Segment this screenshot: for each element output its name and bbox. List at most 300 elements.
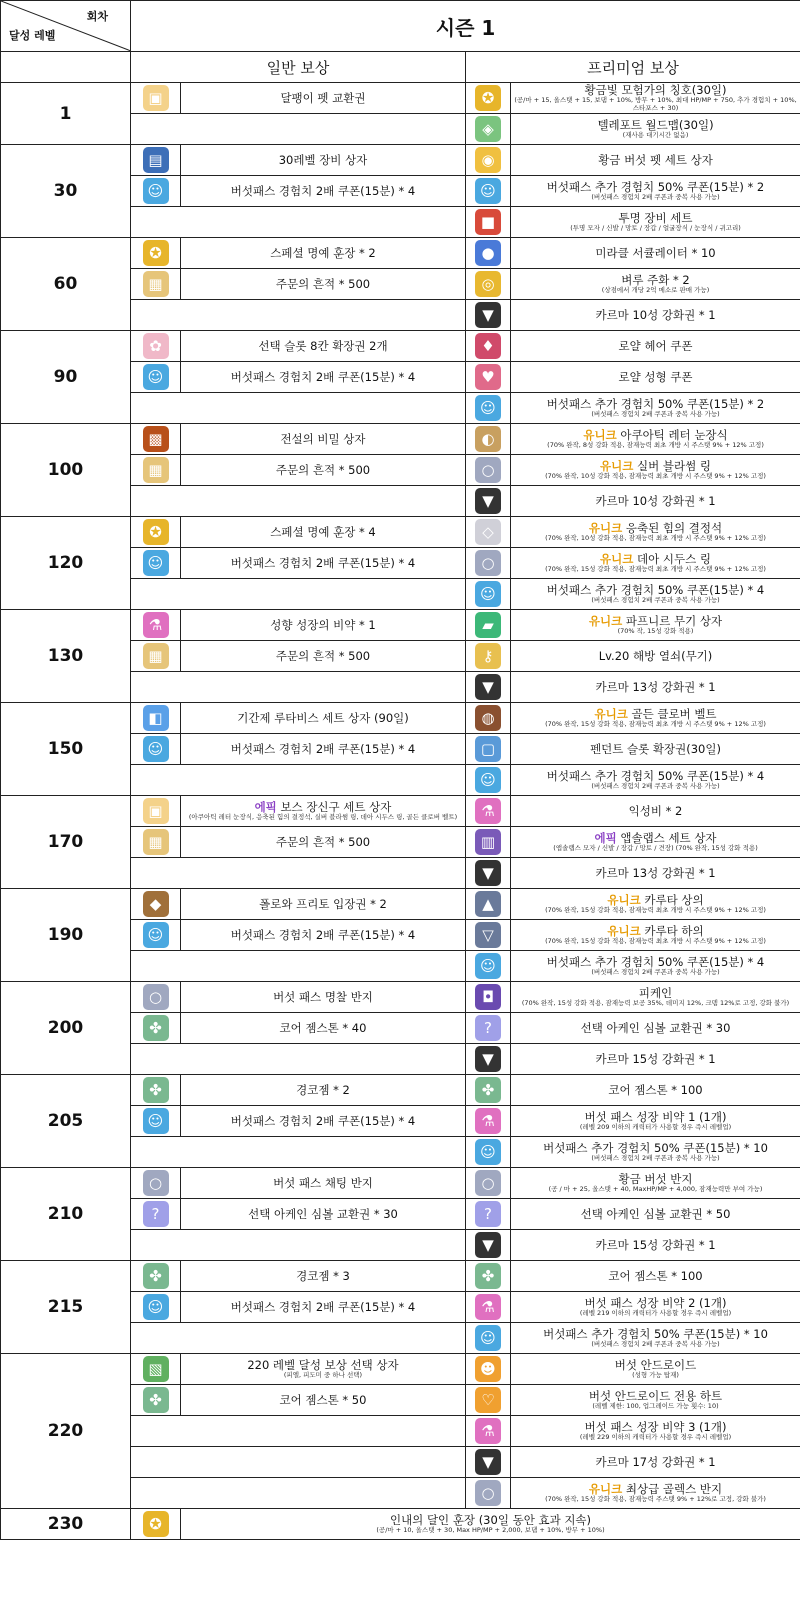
- reward-title: 버섯패스 추가 경험치 50% 쿠폰(15분) * 4: [546, 768, 765, 783]
- reward-title: 익성비 * 2: [628, 803, 683, 818]
- premium-icon-cell: [466, 827, 511, 858]
- normal-icon-cell: [131, 734, 181, 765]
- reward-title: 카르마 13성 강화권 * 1: [595, 679, 716, 694]
- premium-icon-cell: [466, 83, 511, 114]
- reward-name: [511, 308, 800, 322]
- normal-item-cell: [181, 1168, 466, 1199]
- premium-icon-cell: [466, 1230, 511, 1261]
- level-cell: 100: [1, 424, 131, 517]
- android-icon: ☻: [475, 1356, 501, 1382]
- reward-title: 선택 아케인 심볼 교환권 * 30: [580, 1020, 731, 1035]
- reward-title: 스페셜 명예 훈장 * 4: [270, 524, 376, 539]
- reward-name: [181, 246, 465, 260]
- tier-label: 유니크: [588, 1481, 623, 1496]
- hammer-icon: ▼: [475, 488, 501, 514]
- ticket-icon: ◆: [143, 891, 169, 917]
- premium-item-cell: [511, 207, 800, 238]
- level-cell: 215: [1, 1261, 131, 1354]
- normal-item-cell: [181, 889, 466, 920]
- premium-icon-cell: [466, 703, 511, 734]
- exp-coupon-icon: ☺: [475, 767, 501, 793]
- premium-item-cell: [511, 889, 800, 920]
- premium-item-cell: [511, 796, 800, 827]
- reward-name: [181, 184, 465, 198]
- normal-item-cell: [181, 548, 466, 579]
- reward-row: [1, 238, 800, 269]
- bottom-icon: ▽: [475, 922, 501, 948]
- medal-icon: ✪: [143, 1511, 169, 1537]
- level-cell: 130: [1, 610, 131, 703]
- exp-coupon-icon: ☺: [475, 953, 501, 979]
- reward-name: [511, 370, 800, 384]
- normal-item-cell: [181, 1075, 466, 1106]
- premium-item-cell: [511, 579, 800, 610]
- exp-coupon-icon: ☺: [475, 395, 501, 421]
- premium-item-cell: [511, 765, 800, 796]
- premium-item-cell: [511, 1292, 800, 1323]
- reward-note: (70% 완작, 15성 강화 적용, 잠재능력 최초 개방 시 주스탯 9% + 12% 고정): [545, 720, 766, 729]
- reward-title: 황금빛 모험가의 칭호(30일): [584, 83, 727, 98]
- reward-name: [181, 928, 465, 942]
- normal-icon-cell: [131, 83, 181, 114]
- premium-icon-cell: [466, 951, 511, 982]
- premium-item-cell: [511, 83, 800, 114]
- reward-title: 주문의 흔적 * 500: [275, 834, 371, 849]
- premium-item-cell: [511, 920, 800, 951]
- ring-icon: ○: [475, 550, 501, 576]
- premium-item-cell: [511, 827, 800, 858]
- reward-note: (레벨 229 이하의 캐릭터가 사용할 경우 즉시 레벨업): [579, 1433, 732, 1442]
- reward-title: 버섯패스 추가 경험치 50% 쿠폰(15분) * 10: [543, 1326, 768, 1341]
- normal-empty-cell: [131, 486, 466, 517]
- normal-item-cell: [181, 641, 466, 672]
- premium-item-cell: [511, 641, 800, 672]
- reward-name: [511, 866, 800, 880]
- reward-row: [1, 982, 800, 1013]
- premium-icon-cell: [466, 269, 511, 300]
- reward-name: [181, 1393, 465, 1407]
- normal-empty-cell: [131, 765, 466, 796]
- potion-icon: ⚗: [475, 1294, 501, 1320]
- level-cell: 1: [1, 83, 131, 145]
- reward-title: 버섯 안드로이드 전용 하트: [588, 1388, 723, 1403]
- level-cell: 210: [1, 1168, 131, 1261]
- exp-coupon-icon: ☺: [475, 1139, 501, 1165]
- reward-title: 버섯패스 추가 경험치 50% 쿠폰(15분) * 2: [546, 396, 765, 411]
- reward-title: 버섯 안드로이드: [614, 1357, 697, 1372]
- reward-name: [181, 1114, 465, 1128]
- reward-title: 골든 클로버 벨트: [627, 706, 717, 721]
- reward-name: [511, 742, 800, 756]
- ring-icon: ○: [475, 457, 501, 483]
- reward-note: (버섯패스 경험치 2배 쿠폰과 중복 사용 가능): [591, 596, 720, 605]
- premium-icon-cell: [466, 1385, 511, 1416]
- reward-name: [181, 835, 465, 849]
- reward-name: [181, 277, 465, 291]
- reward-title: 전설의 비밀 상자: [280, 431, 366, 446]
- premium-item-cell: [511, 393, 800, 424]
- reward-row: [1, 424, 800, 455]
- reward-note: (70% 완작, 8성 강화 적용, 잠재능력 최초 개방 시 주스탯 9% + 12% 고정): [547, 441, 764, 450]
- premium-item-cell: [511, 951, 800, 982]
- normal-item-cell: [181, 703, 466, 734]
- level-cell: 170: [1, 796, 131, 889]
- exp-coupon-icon: ☺: [475, 581, 501, 607]
- level-label: 달성 레벨: [9, 29, 56, 42]
- reward-note: (버섯패스 경험치 2배 쿠폰과 중복 사용 가능): [591, 410, 720, 419]
- reward-title: 카르마 15성 강화권 * 1: [595, 1237, 716, 1252]
- normal-empty-cell: [131, 1230, 466, 1261]
- reward-title: 버섯패스 경험치 2배 쿠폰(15분) * 4: [230, 183, 416, 198]
- eye-accessory-icon: ◐: [475, 426, 501, 452]
- reward-name: [511, 1238, 800, 1252]
- reward-name: [181, 649, 465, 663]
- reward-title: 220 레벨 달성 보상 선택 상자: [247, 1357, 399, 1372]
- premium-item-cell: [511, 734, 800, 765]
- reward-title: 카르마 15성 강화권 * 1: [595, 1051, 716, 1066]
- reward-name: [181, 1176, 465, 1190]
- normal-icon-cell: [131, 1013, 181, 1044]
- gift-box-icon: ■: [475, 209, 501, 235]
- premium-item-cell: [511, 1354, 800, 1385]
- premium-item-cell: [511, 145, 800, 176]
- level-cell: 200: [1, 982, 131, 1075]
- normal-icon-cell: [131, 641, 181, 672]
- level-cell: 190: [1, 889, 131, 982]
- premium-item-cell: [511, 1168, 800, 1199]
- premium-reward-header: 프리미엄 보상: [466, 52, 800, 83]
- premium-item-cell: [511, 300, 800, 331]
- top-icon: ▲: [475, 891, 501, 917]
- reward-title: 실버 블라썸 링: [633, 458, 711, 473]
- reward-title: 30레벨 장비 상자: [278, 152, 368, 167]
- premium-icon-cell: [466, 734, 511, 765]
- reward-title: 카르마 13성 강화권 * 1: [595, 865, 716, 880]
- reward-note: (버섯패스 경험치 2배 쿠폰과 중복 사용 가능): [591, 1154, 720, 1163]
- reward-name: [511, 1207, 800, 1221]
- normal-icon-cell: [131, 796, 181, 827]
- normal-item-cell: [181, 517, 466, 548]
- corner-diagonal: [1, 1, 131, 51]
- premium-icon-cell: [466, 889, 511, 920]
- premium-item-cell: [511, 362, 800, 393]
- premium-icon-cell: [466, 393, 511, 424]
- reward-title: 기간제 루타비스 세트 상자 (90일): [237, 710, 409, 725]
- reward-note: (앱솔랩스 모자 / 신발 / 장갑 / 망토 / 견장) (70% 완작, 15성 강화 적용): [553, 844, 758, 853]
- reward-row: [1, 145, 800, 176]
- reward-box-icon: ▧: [143, 1356, 169, 1382]
- normal-icon-cell: [131, 610, 181, 641]
- reward-title: 주문의 흔적 * 500: [275, 648, 371, 663]
- normal-empty-cell: [131, 1137, 466, 1168]
- reward-title: 경코젬 * 2: [296, 1082, 350, 1097]
- tier-label: 유니크: [583, 427, 617, 442]
- reward-row: [1, 796, 800, 827]
- reward-title: 버섯패스 추가 경험치 50% 쿠폰(15분) * 10: [543, 1140, 768, 1155]
- reward-title: 카르마 17성 강화권 * 1: [595, 1454, 716, 1469]
- premium-icon-cell: [466, 238, 511, 269]
- reward-row: [1, 1168, 800, 1199]
- reward-title: 파프니르 무기 상자: [622, 613, 723, 628]
- ring-icon: ○: [475, 1170, 501, 1196]
- normal-icon-cell: [131, 889, 181, 920]
- reward-title: 최상급 골렉스 반지: [622, 1481, 723, 1496]
- level-cell: 220: [1, 1354, 131, 1509]
- ring-icon: ○: [143, 1170, 169, 1196]
- premium-item-cell: [511, 1137, 800, 1168]
- slot-icon: ▢: [475, 736, 501, 762]
- pet-box-icon: ◉: [475, 147, 501, 173]
- normal-empty-cell: [131, 300, 466, 331]
- normal-empty-cell: [131, 207, 466, 238]
- premium-icon-cell: [466, 1416, 511, 1447]
- reward-name: [511, 494, 800, 508]
- normal-item-cell: [181, 176, 466, 207]
- reward-note: (버섯패스 경험치 2배 쿠폰과 중복 사용 가능): [591, 968, 720, 977]
- circulator-icon: ●: [475, 240, 501, 266]
- premium-item-cell: [511, 1013, 800, 1044]
- premium-icon-cell: [466, 1261, 511, 1292]
- hammer-icon: ▼: [475, 674, 501, 700]
- premium-icon-cell: [466, 1168, 511, 1199]
- reward-title: 카루타 하의: [640, 923, 704, 938]
- normal-icon-cell: [131, 1106, 181, 1137]
- reward-note: (버섯패스 경험치 2배 쿠폰과 중복 사용 가능): [591, 193, 720, 202]
- premium-icon-cell: [466, 207, 511, 238]
- premium-item-cell: [511, 1075, 800, 1106]
- normal-empty-cell: [131, 1416, 466, 1447]
- reward-name: [511, 680, 800, 694]
- gem-icon: ✤: [143, 1015, 169, 1041]
- normal-item-cell: [181, 269, 466, 300]
- symbol-icon: ?: [143, 1201, 169, 1227]
- normal-empty-cell: [131, 1447, 466, 1478]
- reward-row: [1, 517, 800, 548]
- slot-expand-icon: ✿: [143, 333, 169, 359]
- reward-note: (레벨 209 이하의 캐릭터가 사용할 경우 즉시 레벨업): [579, 1123, 732, 1132]
- reward-title: 버섯 패스 채팅 반지: [273, 1175, 373, 1190]
- premium-item-cell: [511, 1230, 800, 1261]
- reward-name: [181, 463, 465, 477]
- premium-item-cell: [511, 1199, 800, 1230]
- premium-item-cell: [511, 1044, 800, 1075]
- tier-label: 유니크: [588, 520, 623, 535]
- normal-item-cell: [181, 610, 466, 641]
- reward-note: (70% 완작, 15성 강화 적용, 잠재능력 최초 개방 시 주스탯 9% + 12% 고정): [545, 937, 766, 946]
- premium-icon-cell: [466, 486, 511, 517]
- normal-icon-cell: [131, 548, 181, 579]
- exp-coupon-icon: ☺: [143, 922, 169, 948]
- normal-icon-cell: [131, 1075, 181, 1106]
- normal-icon-cell: [131, 920, 181, 951]
- reward-title: 버섯패스 경험치 2배 쿠폰(15분) * 4: [230, 369, 416, 384]
- premium-item-cell: [511, 176, 800, 207]
- hammer-icon: ▼: [475, 302, 501, 328]
- reward-title: 황금 버섯 펫 세트 상자: [598, 152, 713, 167]
- normal-item-cell: [181, 1292, 466, 1323]
- reward-title: 버섯패스 추가 경험치 50% 쿠폰(15분) * 2: [546, 179, 765, 194]
- reward-row: [1, 610, 800, 641]
- reward-title: 선택 아케인 심볼 교환권 * 30: [248, 1206, 398, 1221]
- premium-item-cell: [511, 424, 800, 455]
- reward-title: 카르마 10성 강화권 * 1: [595, 307, 716, 322]
- reward-note: (재사용 대기시간 없음): [622, 131, 689, 140]
- medal-icon: ✪: [143, 519, 169, 545]
- hammer-icon: ▼: [475, 860, 501, 886]
- reward-title: 스페셜 명예 훈장 * 2: [270, 245, 376, 260]
- premium-icon-cell: [466, 362, 511, 393]
- reward-row: [1, 1509, 800, 1540]
- reward-title: 버섯 패스 성장 비약 2 (1개): [584, 1295, 727, 1310]
- symbol-icon: ?: [475, 1201, 501, 1227]
- premium-icon-cell: [466, 641, 511, 672]
- reward-title: 데아 시두스 링: [633, 551, 711, 566]
- reward-title: 선택 아케인 심볼 교환권 * 50: [580, 1206, 731, 1221]
- potion-icon: ⚗: [475, 1108, 501, 1134]
- normal-empty-cell: [131, 114, 466, 145]
- gem-icon: ✤: [143, 1263, 169, 1289]
- premium-icon-cell: [466, 765, 511, 796]
- level-cell: 90: [1, 331, 131, 424]
- crystal-icon: ◇: [475, 519, 501, 545]
- level-cell: 120: [1, 517, 131, 610]
- hair-coupon-icon: ♦: [475, 333, 501, 359]
- normal-icon-cell: [131, 455, 181, 486]
- wide-icon-cell: [131, 1509, 181, 1540]
- scroll-icon: ▦: [143, 457, 169, 483]
- normal-icon-cell: [131, 1385, 181, 1416]
- header-blank: [1, 52, 131, 83]
- tier-label: 유니크: [600, 551, 634, 566]
- premium-icon-cell: [466, 1199, 511, 1230]
- reward-title: 코어 젬스톤 * 40: [279, 1020, 367, 1035]
- premium-icon-cell: [466, 145, 511, 176]
- reward-title: 버섯패스 경험치 2배 쿠폰(15분) * 4: [230, 1113, 416, 1128]
- normal-icon-cell: [131, 703, 181, 734]
- normal-icon-cell: [131, 982, 181, 1013]
- premium-item-cell: [511, 610, 800, 641]
- armor-box-icon: ▥: [475, 829, 501, 855]
- normal-item-cell: [181, 83, 466, 114]
- premium-icon-cell: [466, 1354, 511, 1385]
- reward-name: [511, 804, 800, 818]
- reward-note: (공/마 + 15, 올스탯 + 15, 보댐 + 10%, 방무 + 10%, 최대 HP/MP + 750, 추가 경험치 + 10%, 스타포스 + 30): [514, 96, 797, 113]
- premium-item-cell: [511, 672, 800, 703]
- reward-name: [181, 1083, 465, 1097]
- normal-item-cell: [181, 362, 466, 393]
- reward-title: 버섯 패스 성장 비약 1 (1개): [584, 1109, 727, 1124]
- premium-item-cell: [511, 982, 800, 1013]
- reward-title: 인내의 달인 훈장 (30일 동안 효과 지속): [389, 1512, 592, 1527]
- exp-coupon-icon: ☺: [475, 178, 501, 204]
- premium-icon-cell: [466, 920, 511, 951]
- reward-title: 텔레포트 월드맵(30일): [597, 117, 714, 132]
- premium-icon-cell: [466, 1075, 511, 1106]
- premium-icon-cell: [466, 300, 511, 331]
- reward-note: (70% 완작, 10성 강화 적용, 잠재능력 최초 개방 시 주스탯 9% + 12% 고정): [545, 534, 766, 543]
- reward-name: [511, 1052, 800, 1066]
- gem-icon: ✤: [475, 1263, 501, 1289]
- normal-icon-cell: [131, 1292, 181, 1323]
- reward-name: [181, 618, 465, 632]
- exp-coupon-icon: ☺: [143, 550, 169, 576]
- normal-reward-header: 일반 보상: [131, 52, 466, 83]
- premium-item-cell: [511, 269, 800, 300]
- normal-item-cell: [181, 920, 466, 951]
- exp-coupon-icon: ☺: [143, 364, 169, 390]
- potion-icon: ⚗: [475, 798, 501, 824]
- normal-item-cell: [181, 1013, 466, 1044]
- premium-item-cell: [511, 114, 800, 145]
- premium-icon-cell: [466, 610, 511, 641]
- reward-title: 코어 젬스톤 * 100: [608, 1268, 703, 1283]
- premium-item-cell: [511, 703, 800, 734]
- exp-coupon-icon: ☺: [143, 1108, 169, 1134]
- reward-row: [1, 889, 800, 920]
- scroll-icon: ▦: [143, 271, 169, 297]
- reward-row: [1, 83, 800, 114]
- reward-title: 응축된 힘의 결정석: [622, 520, 723, 535]
- reward-note: (70% 완작, 15성 강화 적용, 잠재능력 최초 개방 시 주스탯 9% + 12% 고정): [545, 906, 766, 915]
- premium-icon-cell: [466, 331, 511, 362]
- reward-title: Lv.20 해방 열쇠(무기): [598, 648, 713, 663]
- wide-item-cell: [181, 1509, 800, 1540]
- potion-icon: ⚗: [475, 1418, 501, 1444]
- pocket-icon: ◘: [475, 984, 501, 1010]
- normal-empty-cell: [131, 858, 466, 889]
- normal-empty-cell: [131, 1044, 466, 1075]
- premium-item-cell: [511, 238, 800, 269]
- season-title: 시즌 1: [131, 1, 800, 52]
- coin-box-icon: ▣: [143, 85, 169, 111]
- reward-note: (레벨 제한: 100, 업그레이드 가능 횟수: 10): [592, 1402, 719, 1411]
- reward-title: 카루타 상의: [640, 892, 704, 907]
- premium-icon-cell: [466, 579, 511, 610]
- reward-title: 버섯패스 추가 경험치 50% 쿠폰(15분) * 4: [546, 954, 765, 969]
- reward-title: 코어 젬스톤 * 100: [608, 1082, 703, 1097]
- normal-empty-cell: [131, 1478, 466, 1509]
- reward-title: 성향 성장의 비약 * 1: [270, 617, 376, 632]
- reward-title: 카르마 10성 강화권 * 1: [595, 493, 716, 508]
- reward-note: (공/마 + 10, 올스탯 + 30, Max HP/MP + 2,000, 보댐 + 10%, 방무 + 10%): [376, 1526, 605, 1535]
- coin-box-icon: ▣: [143, 798, 169, 824]
- premium-icon-cell: [466, 858, 511, 889]
- reward-title: 아쿠아틱 레터 눈장식: [616, 427, 728, 442]
- reward-title: 달팽이 펫 교환권: [280, 90, 366, 105]
- normal-item-cell: [181, 796, 466, 827]
- reward-title: 로얄 성형 쿠폰: [618, 369, 693, 384]
- normal-icon-cell: [131, 331, 181, 362]
- exp-coupon-icon: ☺: [143, 178, 169, 204]
- medal-icon: ✪: [475, 85, 501, 111]
- normal-item-cell: [181, 982, 466, 1013]
- premium-icon-cell: [466, 1106, 511, 1137]
- tier-label: 유니크: [588, 613, 623, 628]
- premium-icon-cell: [466, 548, 511, 579]
- premium-icon-cell: [466, 1478, 511, 1509]
- reward-row: [1, 1075, 800, 1106]
- normal-item-cell: [181, 145, 466, 176]
- premium-icon-cell: [466, 114, 511, 145]
- map-icon: ◈: [475, 116, 501, 142]
- reward-name: [181, 711, 465, 725]
- normal-item-cell: [181, 1106, 466, 1137]
- secret-box-icon: ▩: [143, 426, 169, 452]
- level-cell: 150: [1, 703, 131, 796]
- reward-title: 황금 버섯 반지: [618, 1171, 693, 1186]
- reward-name: [181, 370, 465, 384]
- tier-label: 유니크: [594, 706, 628, 721]
